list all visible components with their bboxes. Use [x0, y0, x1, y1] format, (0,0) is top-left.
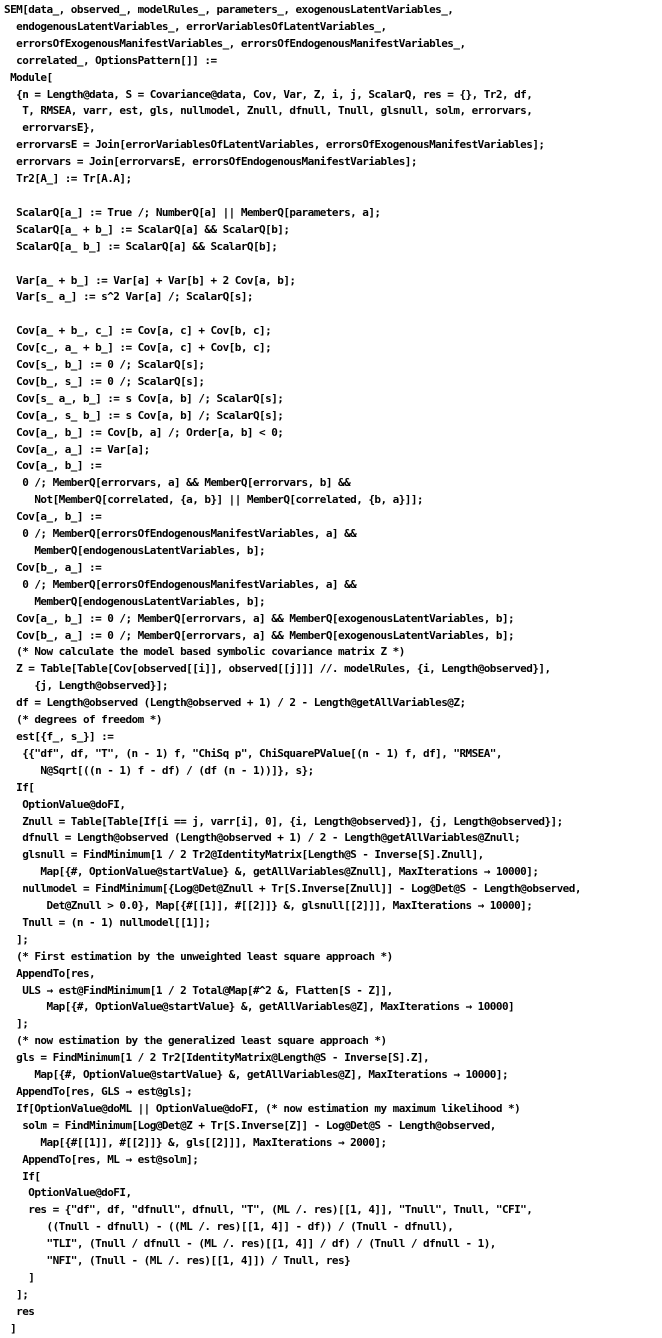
- code-line: ];: [4, 932, 29, 946]
- code-line: MemberQ[endogenousLatentVariables, b];: [4, 594, 266, 608]
- code-line: Cov[b_, s_] := 0 /; ScalarQ[s];: [4, 374, 205, 388]
- code-line: Var[s_ a_] := s^2 Var[a] /; ScalarQ[s];: [4, 290, 253, 304]
- code-line: {{"df", df, "T", (n - 1) f, "ChiSq p", ChiSquarePValue[(n - 1) f, df], "RMSEA",: [4, 746, 502, 760]
- code-line: SEM[data_, observed_, modelRules_, parameters_, exogenousLatentVariables_,: [4, 3, 454, 16]
- code-line: N@Sqrt[((n - 1) f - df) / (df (n - 1))]}, s};: [4, 763, 314, 777]
- code-line: (* Now calculate the model based symbolic covariance matrix Z *): [4, 645, 405, 659]
- code-line: Cov[b_, a_] := 0 /; MemberQ[errorvars, a] && MemberQ[exogenousLatentVariables, b];: [4, 628, 515, 642]
- code-line: Var[a_ + b_] := Var[a] + Var[b] + 2 Cov[a, b];: [4, 273, 296, 287]
- code-line: Map[{#[[1]], #[[2]]} &, gls[[2]]], MaxIterations → 2000];: [4, 1135, 387, 1149]
- code-line: OptionValue@doFI,: [4, 797, 126, 811]
- code-line: nullmodel = FindMinimum[{Log@Det@Znull + Tr[S.Inverse[Znull]] - Log@Det@S - Length@observed,: [4, 882, 581, 896]
- code-line: Tnull = (n - 1) nullmodel[[1]];: [4, 915, 211, 929]
- code-line: (* First estimation by the unweighted least square approach *): [4, 949, 393, 963]
- code-line: {n = Length@data, S = Covariance@data, Cov, Var, Z, i, j, ScalarQ, res = {}, Tr2, df,: [4, 87, 533, 101]
- code-line: Cov[a_, a_] := Var[a];: [4, 442, 150, 456]
- code-line: ScalarQ[a_ b_] := ScalarQ[a] && ScalarQ[b];: [4, 239, 278, 253]
- code-line: "NFI", (Tnull - (ML /. res)[[1, 4]]) / Tnull, res}: [4, 1254, 351, 1268]
- code-line: 0 /; MemberQ[errorvars, a] && MemberQ[errorvars, b] &&: [4, 476, 351, 490]
- code-line: [4, 188, 662, 205]
- code-line: ]: [4, 1270, 35, 1284]
- code-line: ULS → est@FindMinimum[1 / 2 Total@Map[#^2 &, Flatten[S - Z]],: [4, 983, 393, 997]
- code-line: {j, Length@observed}];: [4, 679, 168, 693]
- code-line: Cov[c_, a_ + b_] := Cov[a, c] + Cov[b, c];: [4, 341, 272, 355]
- code-line: 0 /; MemberQ[errorsOfEndogenousManifestVariables, a] &&: [4, 527, 357, 541]
- code-line: Map[{#, OptionValue@startValue} &, getAllVariables@Znull], MaxIterations → 10000];: [4, 865, 539, 879]
- code-line: Cov[a_ + b_, c_] := Cov[a, c] + Cov[b, c];: [4, 324, 272, 338]
- code-line: ];: [4, 1287, 29, 1301]
- code-line: Det@Znull > 0.0}, Map[{#[[1]], #[[2]]} &, glsnull[[2]]], MaxIterations → 10000];: [4, 899, 533, 913]
- code-line: Cov[a_, b_] := 0 /; MemberQ[errorvars, a] && MemberQ[exogenousLatentVariables, b];: [4, 611, 515, 625]
- code-line: solm = FindMinimum[Log@Det@Z + Tr[S.Inverse[Z]] - Log@Det@S - Length@observed,: [4, 1118, 496, 1132]
- code-line: If[OptionValue@doML || OptionValue@doFI, (* now estimation my maximum likelihood *): [4, 1101, 521, 1115]
- code-line: ((Tnull - dfnull) - ((ML /. res)[[1, 4]] - df)) / (Tnull - dfnull),: [4, 1220, 454, 1234]
- code-line: glsnull = FindMinimum[1 / 2 Tr2@IdentityMatrix[Length@S - Inverse[S].Znull],: [4, 848, 484, 862]
- code-line: Cov[s_ a_, b_] := s Cov[a, b] /; ScalarQ[s];: [4, 391, 284, 405]
- code-line: Cov[a_, b_] :=: [4, 510, 102, 524]
- code-line: Z = Table[Table[Cov[observed[[i]], observed[[j]]] //. modelRules, {i, Length@observed}],: [4, 662, 551, 676]
- code-line: Module[: [4, 70, 53, 84]
- code-line: endogenousLatentVariables_, errorVariablesOfLatentVariables_,: [4, 19, 387, 33]
- code-line: errorvarsE},: [4, 121, 96, 135]
- code-line: est[{f_, s_}] :=: [4, 729, 114, 743]
- code-line: errorvarsE = Join[errorVariablesOfLatentVariables, errorsOfExogenousManifestVariables];: [4, 138, 545, 152]
- code-line: Cov[b_, a_] :=: [4, 560, 102, 574]
- code-line: Cov[a_, b_] := Cov[b, a] /; Order[a, b] < 0;: [4, 425, 284, 439]
- code-line: Znull = Table[Table[If[i == j, varr[i], 0], {i, Length@observed}], {j, Length@observed}];: [4, 814, 563, 828]
- code-line: Map[{#, OptionValue@startValue} &, getAllVariables@Z], MaxIterations → 10000]: [4, 1000, 515, 1014]
- code-line: (* now estimation by the generalized least square approach *): [4, 1034, 387, 1048]
- code-line: T, RMSEA, varr, est, gls, nullmodel, Znull, dfnull, Tnull, glsnull, solm, errorvars,: [4, 104, 533, 118]
- code-line: [4, 256, 662, 273]
- code-line: gls = FindMinimum[1 / 2 Tr2[IdentityMatrix@Length@S - Inverse[S].Z],: [4, 1051, 430, 1065]
- code-line: Tr2[A_] := Tr[A.A];: [4, 172, 132, 186]
- code-line: AppendTo[res, ML → est@solm];: [4, 1152, 199, 1166]
- code-line: Not[MemberQ[correlated, {a, b}] || MemberQ[correlated, {b, a}]];: [4, 493, 424, 507]
- code-line: "TLI", (Tnull / dfnull - (ML /. res)[[1, 4]] / df) / (Tnull / dfnull - 1),: [4, 1237, 496, 1251]
- code-line: 0 /; MemberQ[errorsOfEndogenousManifestVariables, a] &&: [4, 577, 357, 591]
- code-line: MemberQ[endogenousLatentVariables, b];: [4, 544, 266, 557]
- code-line: Cov[a_, b_] :=: [4, 459, 102, 473]
- code-line: OptionValue@doFI,: [4, 1186, 132, 1200]
- code-line: If[: [4, 1169, 41, 1183]
- code-line: ]: [4, 1321, 17, 1335]
- code-line: (* degrees of freedom *): [4, 713, 162, 727]
- code-line: Cov[s_, b_] := 0 /; ScalarQ[s];: [4, 358, 205, 372]
- code-line: ScalarQ[a_ + b_] := ScalarQ[a] && ScalarQ[b];: [4, 222, 290, 236]
- code-line: errorsOfExogenousManifestVariables_, errorsOfEndogenousManifestVariables_,: [4, 36, 466, 50]
- code-line: correlated_, OptionsPattern[]] :=: [4, 53, 217, 67]
- code-line: [4, 306, 662, 323]
- code-line: res: [4, 1304, 35, 1318]
- code-line: If[: [4, 780, 35, 794]
- code-line: Map[{#, OptionValue@startValue} &, getAllVariables@Z], MaxIterations → 10000];: [4, 1068, 509, 1082]
- code-line: Cov[a_, s_ b_] := s Cov[a, b] /; ScalarQ[s];: [4, 408, 284, 422]
- code-line: dfnull = Length@observed (Length@observed + 1) / 2 - Length@getAllVariables@Znull;: [4, 831, 521, 845]
- code-line: ScalarQ[a_] := True /; NumberQ[a] || MemberQ[parameters, a];: [4, 205, 381, 219]
- code-line: res = {"df", df, "dfnull", dfnull, "T", (ML /. res)[[1, 4]], "Tnull", Tnull, "CFI",: [4, 1203, 533, 1217]
- code-line: AppendTo[res,: [4, 966, 96, 980]
- code-line: errorvars = Join[errorvarsE, errorsOfEndogenousManifestVariables];: [4, 155, 417, 169]
- code-line: ];: [4, 1017, 29, 1031]
- code-line: df = Length@observed (Length@observed + 1) / 2 - Length@getAllVariables@Z;: [4, 696, 466, 710]
- code-line: AppendTo[res, GLS → est@gls];: [4, 1085, 193, 1098]
